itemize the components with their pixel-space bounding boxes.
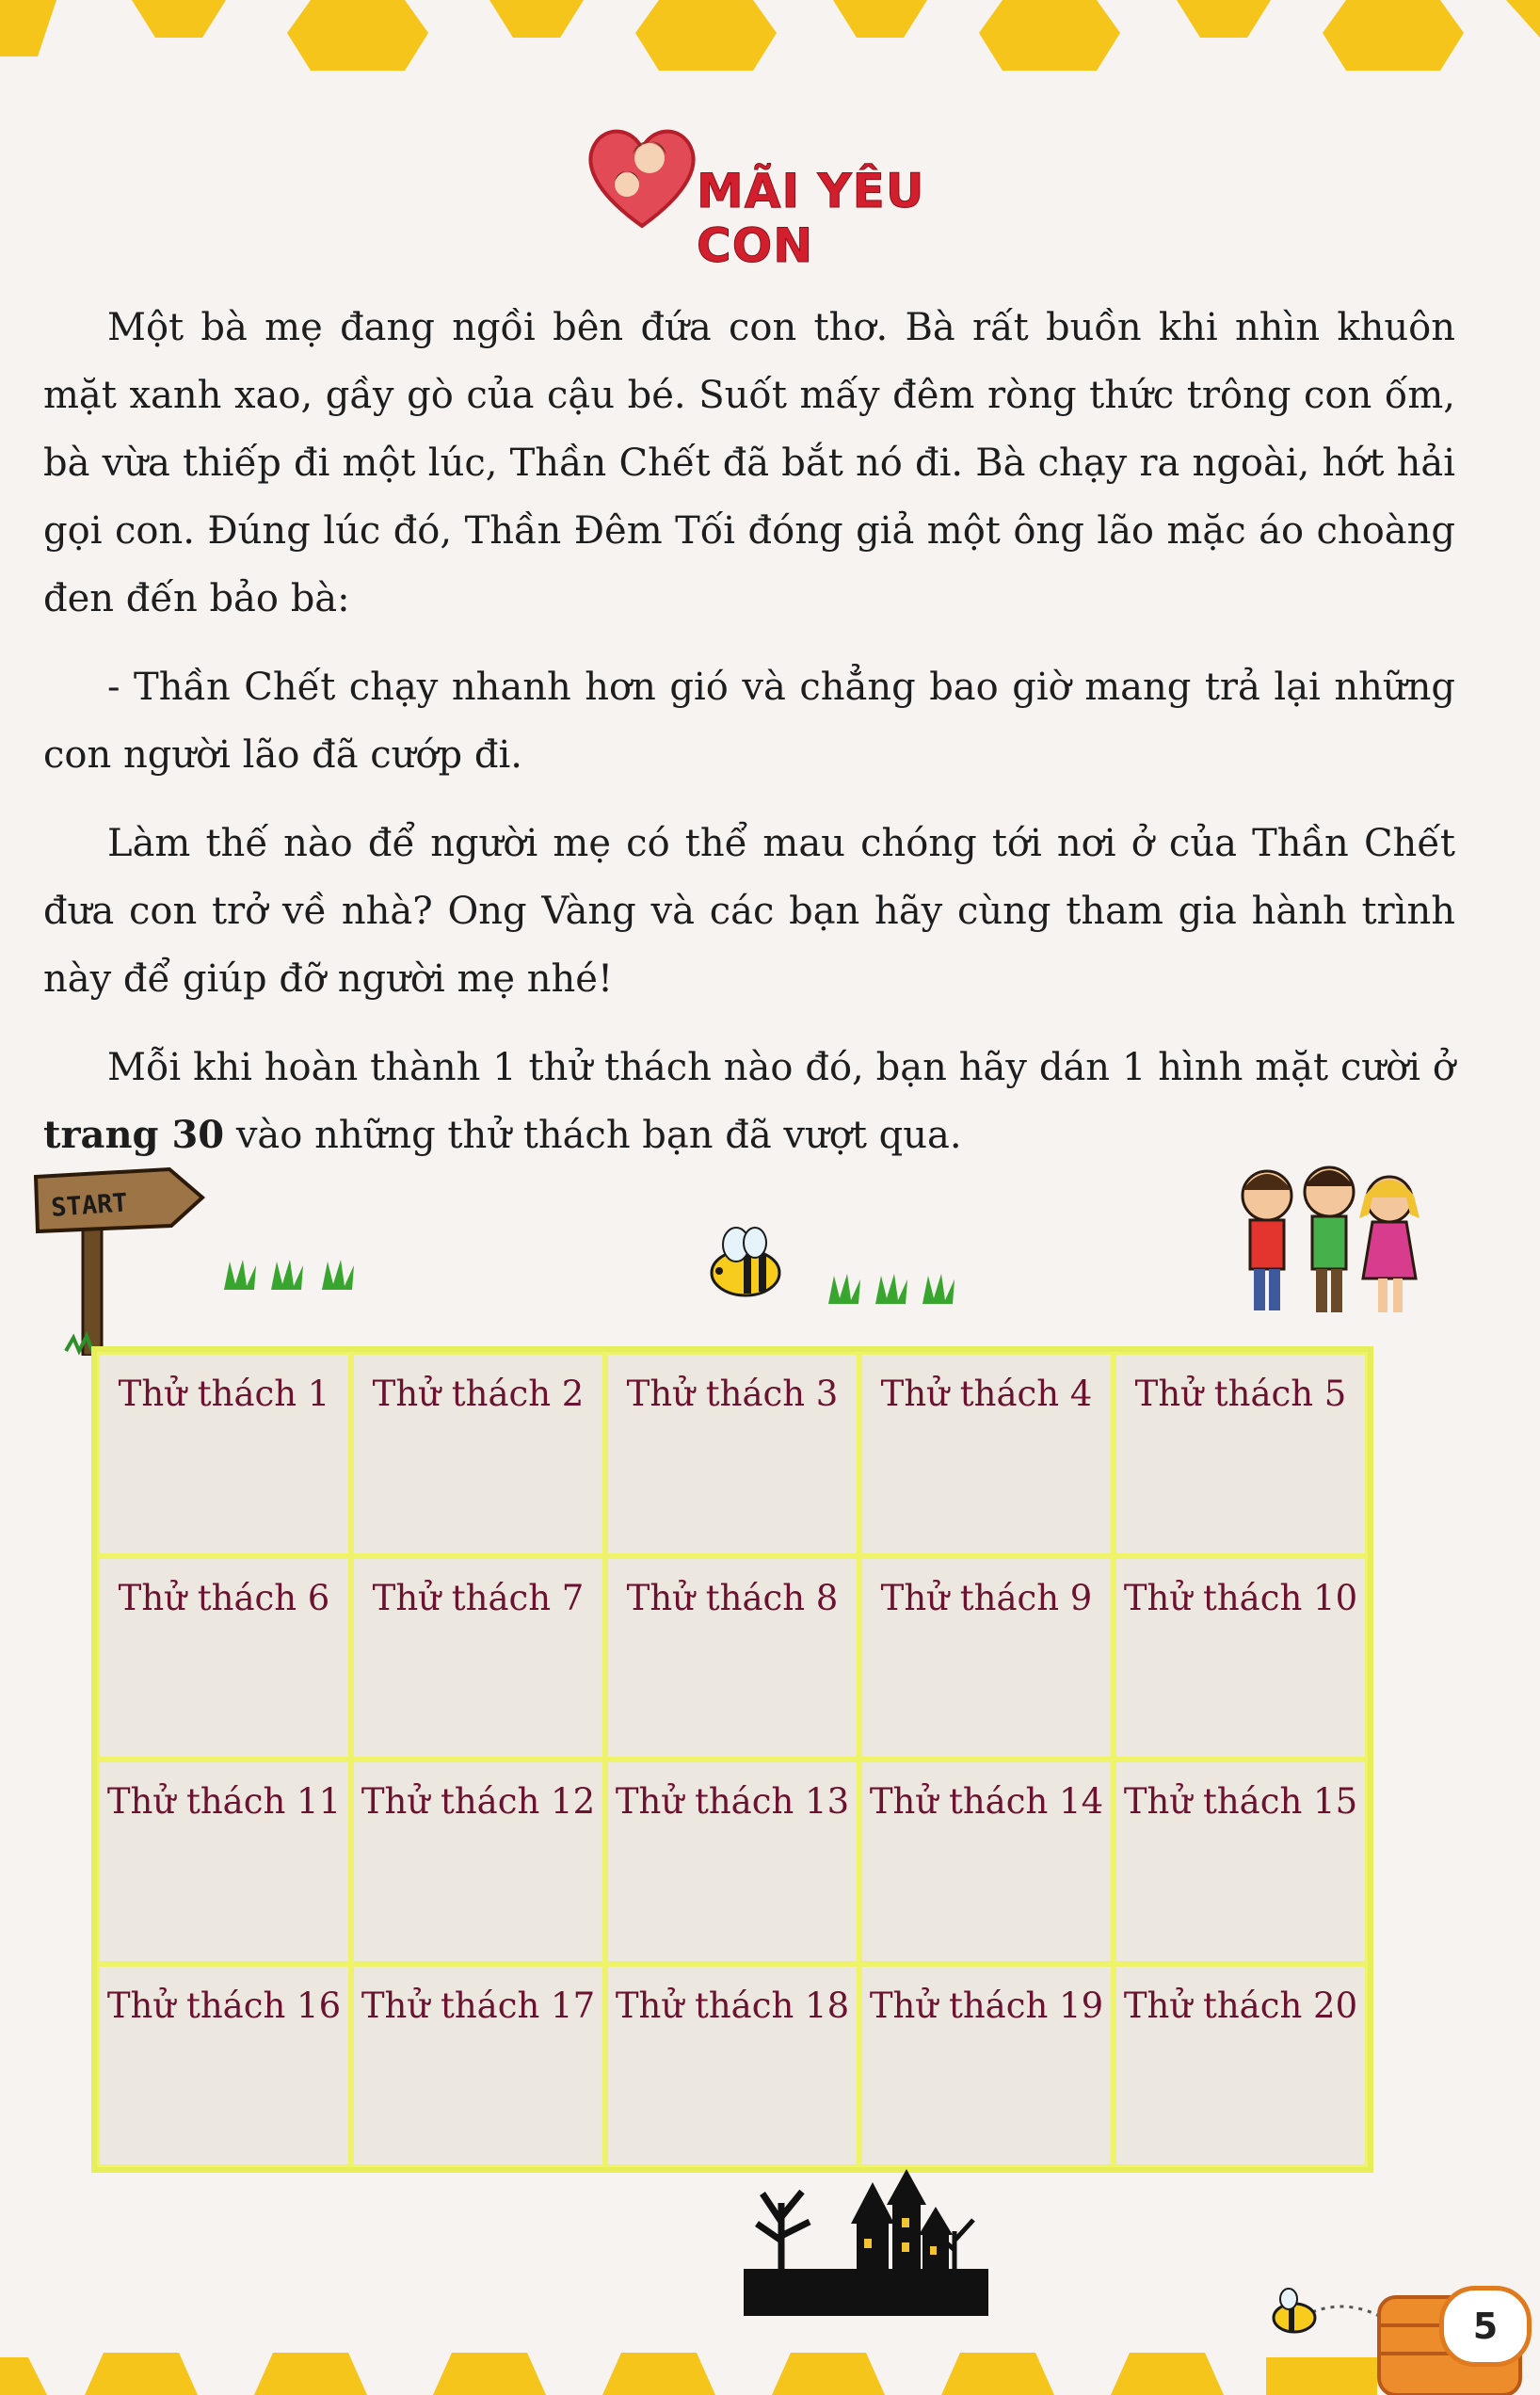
- journey-scene: [28, 1158, 1497, 1356]
- challenge-cell-17: Thử thách 17: [351, 1964, 605, 2168]
- challenge-cell-20: Thử thách 20: [1114, 1964, 1368, 2168]
- challenge-cell-8: Thử thách 8: [605, 1556, 859, 1760]
- challenge-cell-19: Thử thách 19: [859, 1964, 1114, 2168]
- story-paragraph-4: Mỗi khi hoàn thành 1 thử thách nào đó, bạn hãy dán 1 hình mặt cười ở trang 30 vào những thử thách bạn đã vượt qua.: [43, 1046, 1455, 1157]
- challenge-grid: [91, 1346, 1373, 2173]
- challenge-cell-11: Thử thách 11: [97, 1760, 351, 1964]
- challenge-cell-13: Thử thách 13: [605, 1760, 859, 1964]
- heart-mother-child-icon: [584, 121, 700, 232]
- challenge-cell-3: Thử thách 3: [605, 1352, 859, 1556]
- honeycomb-top-border: [0, 0, 1540, 85]
- challenge-cell-12: Thử thách 12: [351, 1760, 605, 1964]
- challenge-cell-15: Thử thách 15: [1114, 1760, 1368, 1964]
- grass-icon: [224, 1260, 954, 1304]
- page-title: MÃI YÊU CON: [697, 164, 925, 273]
- challenge-cell-18: Thử thách 18: [605, 1964, 859, 2168]
- story-text: [43, 294, 1455, 1190]
- children-icon: [1243, 1167, 1420, 1312]
- start-sign-icon: [36, 1169, 202, 1356]
- start-sign-label: START: [50, 1188, 129, 1223]
- challenge-cell-16: Thử thách 16: [97, 1964, 351, 2168]
- challenge-cell-4: Thử thách 4: [859, 1352, 1114, 1556]
- story-paragraph-3: Làm thế nào để người mẹ có thể mau chóng tới nơi ở của Thần Chết đưa con trở về nhà? Ong Vàng và các bạn hãy cùng tham gia hành trình này để giúp đỡ người mẹ nhé!: [43, 822, 1455, 1001]
- challenge-cell-10: Thử thách 10: [1114, 1556, 1368, 1760]
- bee-icon: [712, 1228, 779, 1295]
- challenge-cell-9: Thử thách 9: [859, 1556, 1114, 1760]
- story-paragraph-2: - Thần Chết chạy nhanh hơn gió và chẳng bao giờ mang trả lại những con người lão đã cướp đi.: [43, 666, 1455, 777]
- page-number-block: [1266, 2259, 1539, 2395]
- challenge-cell-1: Thử thách 1: [97, 1352, 351, 1556]
- challenge-cell-2: Thử thách 2: [351, 1352, 605, 1556]
- challenge-cell-7: Thử thách 7: [351, 1556, 605, 1760]
- challenge-cell-14: Thử thách 14: [859, 1760, 1114, 1964]
- challenge-cell-6: Thử thách 6: [97, 1556, 351, 1760]
- title-block: [584, 121, 1035, 273]
- haunted-castle-icon: [744, 2165, 988, 2316]
- page-reference: trang 30: [43, 1113, 225, 1157]
- story-paragraph-1: Một bà mẹ đang ngồi bên đứa con thơ. Bà rất buồn khi nhìn khuôn mặt xanh xao, gầy gò của cậu bé. Suốt mấy đêm ròng thức trông con ốm, bà vừa thiếp đi một lúc, Thần Chết đã bắt nó đi. Bà chạy ra ngoài, hớt hải gọi con. Đúng lúc đó, Thần Đêm Tối đóng giả một ông lão mặc áo choàng đen đến bảo bà:: [43, 306, 1455, 620]
- challenge-cell-5: Thử thách 5: [1114, 1352, 1368, 1556]
- page-number: 5: [1439, 2286, 1532, 2367]
